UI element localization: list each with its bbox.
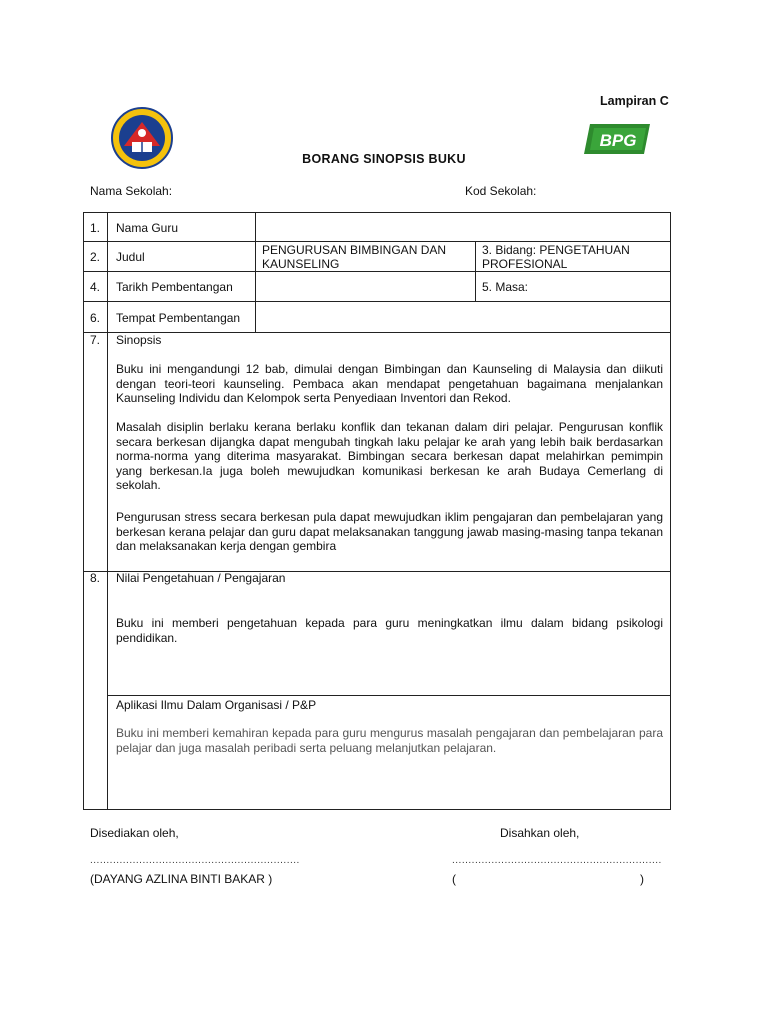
synopsis-paragraph-3: Pengurusan stress secara berkesan pula dapat mewujudkan iklim pengajaran dan pembelajaran yang berkesan kerana pelajar dan guru dapat melaksanakan tanggung jawab masing-masing tanpa tekanan dan melaksanakan kerja dengan gembira bbox=[116, 510, 663, 553]
synopsis-paragraph-2: Masalah disiplin berlaku kerana berlaku konflik dan tekanan dalam diri pelajar. Pengurusan konflik secara berkesan dijangka dapat mengubah tingkah laku pelajar ke arah yang lebih baik berdasarkan norma-norma yang diterima masyarakat. Bimbingan secara berkesan dapat melahirkan pemimpin yang berkesan.Ia juga boleh mewujudkan komunikasi berkesan ke arah Budaya Cemerlang di sekolah. bbox=[116, 420, 663, 492]
row-number: 4. bbox=[90, 280, 101, 294]
book-title-label: Judul bbox=[116, 250, 145, 264]
prepared-by-label: Disediakan oleh, bbox=[90, 826, 179, 840]
page-title: BORANG SINOPSIS BUKU bbox=[302, 152, 466, 166]
approved-signature-line: ................................................................ bbox=[452, 855, 662, 866]
synopsis-label: Sinopsis bbox=[116, 333, 162, 347]
application-label: Aplikasi Ilmu Dalam Organisasi / P&P bbox=[116, 698, 317, 712]
prepared-by-name: (DAYANG AZLINA BINTI BAKAR ) bbox=[90, 872, 273, 886]
row-number: 1. bbox=[90, 221, 101, 235]
time-label: 5. Masa: bbox=[482, 280, 529, 294]
row-number: 7. bbox=[90, 333, 101, 347]
synopsis-paragraph-1: Buku ini mengandungi 12 bab, dimulai dengan Bimbingan dan Kaunseling di Malaysia dan diikuti dengan teori-teori kaunseling. Pembaca akan mendapat pengetahuan bagaimana menjalankan Kaunseling Individu dan Kelompok serta Penyediaan Inventori dan Rekod. bbox=[116, 362, 663, 405]
row-number: 6. bbox=[90, 311, 101, 325]
row-number: 8. bbox=[90, 571, 101, 585]
teacher-name-field[interactable] bbox=[260, 217, 665, 237]
school-name-label: Nama Sekolah: bbox=[90, 184, 173, 198]
approved-name-close-paren: ) bbox=[640, 872, 644, 886]
bpg-text: BPG bbox=[599, 131, 637, 150]
knowledge-value-text: Buku ini memberi pengetahuan kepada para guru meningkatkan ilmu dalam bidang psikologi pendidikan. bbox=[116, 616, 663, 645]
knowledge-value-label: Nilai Pengetahuan / Pengajaran bbox=[116, 571, 286, 585]
book-title-value: PENGURUSAN BIMBINGAN DAN KAUNSELING bbox=[262, 243, 447, 271]
approved-by-label: Disahkan oleh, bbox=[500, 826, 580, 840]
presentation-date-label: Tarikh Pembentangan bbox=[116, 280, 233, 294]
presentation-date-field[interactable] bbox=[260, 275, 470, 297]
prepared-signature-line: ................................................................ bbox=[90, 855, 300, 866]
field-bidang: 3. Bidang: PENGETAHUAN PROFESIONAL bbox=[482, 243, 630, 271]
presentation-place-field[interactable] bbox=[260, 306, 665, 328]
row-number: 2. bbox=[90, 250, 101, 264]
application-text: Buku ini memberi kemahiran kepada para guru mengurus masalah pengajaran dan pembelajaran para pelajar dan juga masalah peribadi serta peluang melanjutkan pelajaran. bbox=[116, 726, 663, 755]
appendix-label: Lampiran C bbox=[600, 94, 669, 108]
approved-name-open-paren: ( bbox=[452, 872, 456, 886]
presentation-place-label: Tempat Pembentangan bbox=[116, 311, 241, 325]
teacher-name-label: Nama Guru bbox=[116, 221, 179, 235]
synopsis-form-table bbox=[83, 212, 671, 810]
school-code-label: Kod Sekolah: bbox=[465, 184, 537, 198]
